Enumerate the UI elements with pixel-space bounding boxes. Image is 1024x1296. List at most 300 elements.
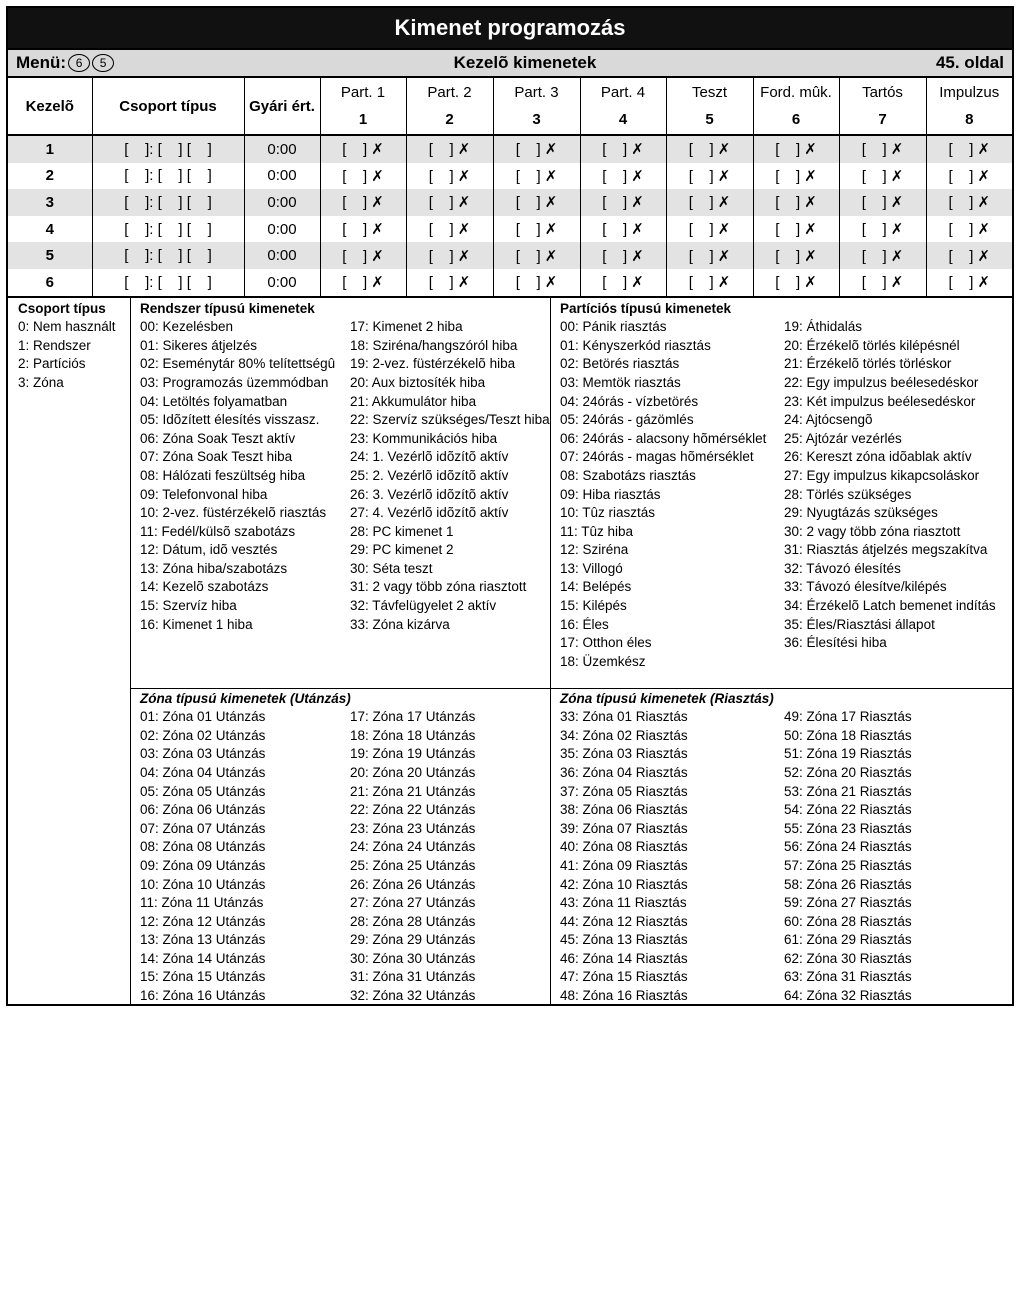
list-item: 20: Zóna 20 Utánzás	[350, 764, 476, 780]
bit-blank: [ ]	[342, 194, 368, 212]
x-mark-icon: ✗	[457, 274, 471, 292]
list-item: 06: 24órás - alacsony hõmérséklet	[560, 430, 767, 446]
table-row	[8, 216, 1012, 243]
list-item: 10: Zóna 10 Utánzás	[140, 876, 266, 892]
bit-blank: [ ]	[428, 221, 454, 239]
list-item: 28: Törlés szükséges	[784, 486, 912, 502]
list-item: 04: Zóna 04 Utánzás	[140, 764, 266, 780]
bit-entry	[580, 242, 666, 269]
group-type-entry: [ ]: [ ] [ ]	[92, 269, 244, 296]
bit-blank: [ ]	[688, 194, 714, 212]
header-kezelo: Kezelõ	[8, 78, 92, 135]
header-bit-label: Part. 4	[600, 84, 646, 101]
output-program-table	[8, 78, 1012, 296]
x-mark-icon: ✗	[890, 141, 904, 159]
header-bit-number: 5	[705, 111, 714, 128]
list-item: 22: Zóna 22 Utánzás	[350, 802, 476, 818]
bit-blank: [ ]	[428, 194, 454, 212]
bit-blank: [ ]	[515, 141, 541, 159]
bit-blank: [ ]	[602, 247, 628, 265]
x-mark-icon: ✗	[544, 141, 558, 159]
default-value: 0:00	[244, 242, 320, 269]
list-item: 05: 24órás - gázömlés	[560, 412, 694, 428]
list-item: 11: Zóna 11 Utánzás	[140, 895, 264, 911]
list-item: 41: Zóna 09 Riasztás	[560, 857, 688, 873]
list-item: 13: Zóna 13 Utánzás	[140, 932, 266, 948]
keypad-number: 1	[8, 135, 92, 163]
header-bit-4	[580, 78, 666, 135]
list-item: 0: Nem használt	[18, 319, 116, 335]
list-item: 12: Dátum, idõ vesztés	[140, 542, 278, 558]
bit-blank: [ ]	[428, 247, 454, 265]
table-row	[8, 163, 1012, 190]
bit-blank: [ ]	[948, 221, 974, 239]
header-bit-label: Part. 1	[340, 84, 386, 101]
list-item: 11: Tûz hiba	[560, 523, 634, 539]
keypad-number: 4	[8, 216, 92, 243]
bit-entry	[666, 269, 753, 296]
bit-entry	[406, 163, 493, 190]
list-item: 30: 2 vagy több zóna riasztott	[784, 523, 961, 539]
list-item: 54: Zóna 22 Riasztás	[784, 802, 912, 818]
list-item: 32: Távfelügyelet 2 aktív	[350, 598, 497, 614]
x-mark-icon: ✗	[977, 141, 991, 159]
system-outputs-section	[140, 300, 550, 635]
bit-entry	[753, 242, 839, 269]
bit-blank: [ ]	[515, 247, 541, 265]
list-item: 35: Éles/Riasztási állapot	[784, 616, 935, 632]
bit-blank: [ ]	[775, 141, 801, 159]
bit-entry	[406, 189, 493, 216]
bit-entry	[320, 163, 406, 190]
list-item: 29: Zóna 29 Utánzás	[350, 932, 476, 948]
bit-entry	[493, 189, 580, 216]
table-row	[8, 242, 1012, 269]
bit-entry	[320, 135, 406, 163]
bit-blank: [ ]	[861, 274, 887, 292]
header-bit-number: 1	[358, 111, 368, 128]
default-value: 0:00	[244, 269, 320, 296]
bit-blank: [ ]	[515, 194, 541, 212]
partition-outputs-col2	[784, 318, 996, 671]
x-mark-icon: ✗	[717, 221, 731, 239]
bit-entry	[406, 135, 493, 163]
list-item: 58: Zóna 26 Riasztás	[784, 876, 912, 892]
x-mark-icon: ✗	[544, 167, 558, 185]
list-item: 18: Sziréna/hangszóról hiba	[350, 337, 518, 353]
list-item: 48: Zóna 16 Riasztás	[560, 988, 688, 1004]
bit-blank: [ ]	[861, 221, 887, 239]
list-item: 08: Szabotázs riasztás	[560, 467, 696, 483]
list-item: 19: Áthidalás	[784, 319, 863, 335]
x-mark-icon: ✗	[371, 194, 384, 212]
list-item: 23: Kommunikációs hiba	[350, 430, 498, 446]
header-bit-3	[493, 78, 580, 135]
list-item: 27: 4. Vezérlõ idõzítõ aktív	[350, 505, 509, 521]
list-item: 60: Zóna 28 Riasztás	[784, 913, 912, 929]
bit-entry	[839, 163, 926, 190]
list-item: 31: Zóna 31 Utánzás	[350, 969, 476, 985]
list-item: 56: Zóna 24 Riasztás	[784, 839, 912, 855]
group-type-entry: [ ]: [ ] [ ]	[92, 242, 244, 269]
x-mark-icon: ✗	[371, 274, 384, 292]
list-item: 27: Zóna 27 Utánzás	[350, 895, 476, 911]
list-item: 14: Kezelõ szabotázs	[140, 579, 269, 595]
x-mark-icon: ✗	[631, 247, 644, 265]
list-item: 1: Rendszer	[18, 337, 91, 353]
list-item: 35: Zóna 03 Riasztás	[560, 746, 688, 762]
list-item: 30: Zóna 30 Utánzás	[350, 950, 476, 966]
header-bit-number: 7	[878, 111, 887, 128]
list-item: 46: Zóna 14 Riasztás	[560, 950, 688, 966]
header-bit-5	[666, 78, 753, 135]
bit-blank: [ ]	[602, 141, 628, 159]
bit-entry	[839, 189, 926, 216]
zone-alarm-title: Zóna típusú kimenetek (Riasztás)	[560, 690, 774, 706]
list-item: 07: Zóna Soak Teszt hiba	[140, 449, 293, 465]
list-item: 22: Egy impulzus beélesedéskor	[784, 374, 979, 390]
divider	[130, 688, 1014, 689]
x-mark-icon: ✗	[457, 221, 471, 239]
list-item: 02: Betörés riasztás	[560, 356, 680, 372]
bit-blank: [ ]	[861, 167, 887, 185]
x-mark-icon: ✗	[977, 274, 991, 292]
list-item: 32: Távozó élesítés	[784, 560, 901, 576]
bit-blank: [ ]	[515, 167, 541, 185]
bit-entry	[406, 242, 493, 269]
list-item: 11: Fedél/külsõ szabotázs	[140, 523, 296, 539]
list-item: 28: Zóna 28 Utánzás	[350, 913, 476, 929]
list-item: 64: Zóna 32 Riasztás	[784, 988, 912, 1004]
zone-follow-col1	[140, 708, 350, 1006]
list-item: 12: Zóna 12 Utánzás	[140, 913, 266, 929]
list-item: 32: Zóna 32 Utánzás	[350, 988, 476, 1004]
bit-blank: [ ]	[688, 247, 714, 265]
list-item: 57: Zóna 25 Riasztás	[784, 857, 912, 873]
partition-outputs-title: Partíciós típusú kimenetek	[560, 300, 732, 316]
bit-blank: [ ]	[775, 274, 801, 292]
menu-key-5: 5	[92, 54, 114, 72]
list-item: 33: Zóna 01 Riasztás	[560, 709, 688, 725]
bit-blank: [ ]	[861, 141, 887, 159]
bit-entry	[926, 216, 1012, 243]
list-item: 26: Kereszt zóna idõablak aktív	[784, 449, 972, 465]
header-bit-number: 4	[618, 111, 628, 128]
bit-entry	[926, 135, 1012, 163]
menu-key-6: 6	[68, 54, 90, 72]
list-item: 09: Telefonvonal hiba	[140, 486, 268, 502]
programming-sheet	[6, 6, 1014, 1006]
list-item: 33: Zóna kizárva	[350, 616, 450, 632]
system-outputs-title: Rendszer típusú kimenetek	[140, 300, 315, 316]
header-bit-label: Tartós	[862, 84, 903, 101]
bit-entry	[926, 269, 1012, 296]
bit-entry	[580, 135, 666, 163]
bit-blank: [ ]	[602, 194, 628, 212]
list-item: 22: Szervíz szükséges/Teszt hiba	[350, 412, 550, 428]
bit-blank: [ ]	[602, 221, 628, 239]
bit-blank: [ ]	[602, 167, 628, 185]
keypad-number: 6	[8, 269, 92, 296]
x-mark-icon: ✗	[890, 247, 904, 265]
x-mark-icon: ✗	[371, 247, 384, 265]
list-item: 00: Kezelésben	[140, 319, 234, 335]
system-outputs-col1	[140, 318, 350, 634]
list-item: 01: Zóna 01 Utánzás	[140, 709, 266, 725]
bit-entry	[753, 189, 839, 216]
divider	[550, 298, 551, 1004]
bit-blank: [ ]	[861, 194, 887, 212]
list-item: 26: Zóna 26 Utánzás	[350, 876, 476, 892]
list-item: 16: Éles	[560, 616, 609, 632]
zone-alarm-col1	[560, 708, 784, 1006]
list-item: 12: Sziréna	[560, 542, 629, 558]
x-mark-icon: ✗	[544, 247, 558, 265]
bit-blank: [ ]	[948, 194, 974, 212]
bit-entry	[493, 135, 580, 163]
list-item: 19: Zóna 19 Utánzás	[350, 746, 476, 762]
x-mark-icon: ✗	[977, 194, 991, 212]
keypad-number: 3	[8, 189, 92, 216]
bit-entry	[580, 189, 666, 216]
bit-entry	[666, 189, 753, 216]
bit-entry	[320, 216, 406, 243]
group-type-entry: [ ]: [ ] [ ]	[92, 135, 244, 163]
list-item: 30: Séta teszt	[350, 560, 433, 576]
list-item: 53: Zóna 21 Riasztás	[784, 783, 912, 799]
list-item: 63: Zóna 31 Riasztás	[784, 969, 912, 985]
x-mark-icon: ✗	[717, 194, 731, 212]
list-item: 15: Kilépés	[560, 598, 627, 614]
list-item: 18: Zóna 18 Utánzás	[350, 727, 476, 743]
bit-entry	[580, 163, 666, 190]
bit-entry	[493, 216, 580, 243]
list-item: 01: Sikeres átjelzés	[140, 337, 258, 353]
bit-blank: [ ]	[948, 167, 974, 185]
x-mark-icon: ✗	[717, 274, 731, 292]
list-item: 18: Üzemkész	[560, 653, 646, 669]
partition-outputs-col1	[560, 318, 784, 671]
menu-bar	[8, 48, 1012, 78]
bit-entry	[406, 269, 493, 296]
list-item: 15: Szervíz hiba	[140, 598, 237, 614]
list-item: 05: Zóna 05 Utánzás	[140, 783, 266, 799]
list-item: 01: Kényszerkód riasztás	[560, 337, 711, 353]
list-item: 07: 24órás - magas hõmérséklet	[560, 449, 754, 465]
x-mark-icon: ✗	[544, 221, 558, 239]
list-item: 16: Zóna 16 Utánzás	[140, 988, 266, 1004]
list-item: 17: Otthon éles	[560, 635, 652, 651]
list-item: 19: 2-vez. füstérzékelõ hiba	[350, 356, 516, 372]
x-mark-icon: ✗	[804, 221, 817, 239]
list-item: 21: Akkumulátor hiba	[350, 393, 477, 409]
keypad-number: 2	[8, 163, 92, 190]
list-item: 47: Zóna 15 Riasztás	[560, 969, 688, 985]
bit-blank: [ ]	[688, 167, 714, 185]
bit-entry	[839, 216, 926, 243]
list-item: 08: Zóna 08 Utánzás	[140, 839, 266, 855]
list-item: 21: Zóna 21 Utánzás	[350, 783, 476, 799]
list-item: 05: Idõzített élesítés visszasz.	[140, 412, 320, 428]
bit-blank: [ ]	[342, 247, 368, 265]
group-type-list	[18, 318, 116, 392]
bit-entry	[493, 242, 580, 269]
group-type-entry: [ ]: [ ] [ ]	[92, 163, 244, 190]
x-mark-icon: ✗	[890, 194, 904, 212]
list-item: 06: Zóna 06 Utánzás	[140, 802, 266, 818]
bit-blank: [ ]	[688, 274, 714, 292]
list-item: 02: Eseménytár 80% telítettségû	[140, 356, 336, 372]
header-csoport: Csoport típus	[92, 78, 244, 135]
list-item: 49: Zóna 17 Riasztás	[784, 709, 912, 725]
bit-blank: [ ]	[428, 274, 454, 292]
list-item: 09: Zóna 09 Utánzás	[140, 857, 266, 873]
list-item: 40: Zóna 08 Riasztás	[560, 839, 688, 855]
list-item: 23: Zóna 23 Utánzás	[350, 820, 476, 836]
x-mark-icon: ✗	[631, 167, 644, 185]
list-item: 29: Nyugtázás szükséges	[784, 505, 938, 521]
x-mark-icon: ✗	[804, 247, 817, 265]
header-bit-number: 6	[791, 111, 801, 128]
header-bit-number: 2	[445, 111, 454, 128]
list-item: 13: Zóna hiba/szabotázs	[140, 560, 288, 576]
bit-entry	[926, 242, 1012, 269]
x-mark-icon: ✗	[804, 274, 817, 292]
bit-blank: [ ]	[342, 167, 368, 185]
header-bit-label: Part. 3	[514, 84, 559, 101]
x-mark-icon: ✗	[544, 274, 558, 292]
list-item: 55: Zóna 23 Riasztás	[784, 820, 912, 836]
table-header-row	[8, 78, 1012, 135]
bit-blank: [ ]	[775, 167, 801, 185]
list-item: 45: Zóna 13 Riasztás	[560, 932, 688, 948]
list-item: 08: Hálózati feszültség hiba	[140, 467, 306, 483]
legend-panel	[8, 296, 1012, 1004]
list-item: 20: Érzékelõ törlés kilépésnél	[784, 337, 960, 353]
x-mark-icon: ✗	[977, 167, 991, 185]
list-item: 43: Zóna 11 Riasztás	[560, 895, 687, 911]
bit-entry	[839, 135, 926, 163]
bit-blank: [ ]	[688, 141, 714, 159]
zone-alarm-col2	[784, 708, 912, 1006]
bit-entry	[493, 163, 580, 190]
bit-blank: [ ]	[775, 247, 801, 265]
list-item: 04: 24órás - vízbetörés	[560, 393, 699, 409]
list-item: 62: Zóna 30 Riasztás	[784, 950, 912, 966]
header-bit-label: Part. 2	[427, 84, 472, 101]
partition-outputs-section	[560, 300, 996, 672]
bit-entry	[666, 242, 753, 269]
x-mark-icon: ✗	[890, 274, 904, 292]
bit-entry	[320, 189, 406, 216]
list-item: 24: Zóna 24 Utánzás	[350, 839, 476, 855]
x-mark-icon: ✗	[890, 221, 904, 239]
bit-entry	[320, 269, 406, 296]
menu-label: Menü:	[16, 53, 67, 72]
bit-blank: [ ]	[948, 274, 974, 292]
list-item: 25: Ajtózár vezérlés	[784, 430, 902, 446]
system-outputs-col2	[350, 318, 550, 634]
list-item: 13: Villogó	[560, 560, 623, 576]
header-bit-number: 3	[532, 111, 541, 128]
list-item: 24: 1. Vezérlõ idõzítõ aktív	[350, 449, 509, 465]
list-item: 3: Zóna	[18, 374, 64, 390]
list-item: 26: 3. Vezérlõ idõzítõ aktív	[350, 486, 509, 502]
list-item: 61: Zóna 29 Riasztás	[784, 932, 912, 948]
list-item: 06: Zóna Soak Teszt aktív	[140, 430, 296, 446]
list-item: 03: Programozás üzemmódban	[140, 374, 329, 390]
list-item: 17: Zóna 17 Utánzás	[350, 709, 476, 725]
bit-entry	[753, 216, 839, 243]
list-item: 36: Zóna 04 Riasztás	[560, 764, 688, 780]
x-mark-icon: ✗	[457, 141, 471, 159]
bit-entry	[839, 242, 926, 269]
header-gyari: Gyári ért.	[244, 78, 320, 135]
bit-entry	[753, 163, 839, 190]
list-item: 14: Belépés	[560, 579, 632, 595]
x-mark-icon: ✗	[631, 274, 644, 292]
bit-entry	[926, 189, 1012, 216]
header-bit-number: 8	[965, 111, 974, 128]
bit-blank: [ ]	[515, 274, 541, 292]
section-title: Kezelõ kimenetek	[453, 53, 597, 72]
list-item: 31: 2 vagy több zóna riasztott	[350, 579, 527, 595]
x-mark-icon: ✗	[371, 141, 384, 159]
x-mark-icon: ✗	[804, 141, 817, 159]
menu-path	[16, 53, 114, 73]
bit-blank: [ ]	[342, 274, 368, 292]
list-item: 34: Zóna 02 Riasztás	[560, 727, 688, 743]
list-item: 59: Zóna 27 Riasztás	[784, 895, 912, 911]
list-item: 10: 2-vez. füstérzékelõ riasztás	[140, 505, 327, 521]
bit-entry	[406, 216, 493, 243]
list-item: 27: Egy impulzus kikapcsoláskor	[784, 467, 980, 483]
x-mark-icon: ✗	[631, 221, 644, 239]
list-item: 37: Zóna 05 Riasztás	[560, 783, 688, 799]
list-item: 34: Érzékelõ Latch bemenet indítás	[784, 598, 996, 614]
bit-entry	[839, 269, 926, 296]
x-mark-icon: ✗	[977, 247, 991, 265]
keypad-number: 5	[8, 242, 92, 269]
x-mark-icon: ✗	[457, 194, 471, 212]
list-item: 02: Zóna 02 Utánzás	[140, 727, 266, 743]
group-type-legend	[8, 298, 131, 1004]
x-mark-icon: ✗	[717, 247, 731, 265]
x-mark-icon: ✗	[631, 141, 644, 159]
list-item: 17: Kimenet 2 hiba	[350, 319, 463, 335]
table-row	[8, 189, 1012, 216]
list-item: 42: Zóna 10 Riasztás	[560, 876, 688, 892]
table-row	[8, 269, 1012, 296]
table-row	[8, 135, 1012, 163]
bit-blank: [ ]	[342, 221, 368, 239]
x-mark-icon: ✗	[544, 194, 558, 212]
list-item: 29: PC kimenet 2	[350, 542, 454, 558]
x-mark-icon: ✗	[371, 221, 384, 239]
list-item: 03: Zóna 03 Utánzás	[140, 746, 266, 762]
default-value: 0:00	[244, 189, 320, 216]
bit-entry	[666, 163, 753, 190]
header-bit-2	[406, 78, 493, 135]
bit-blank: [ ]	[602, 274, 628, 292]
bit-entry	[666, 216, 753, 243]
list-item: 21: Érzékelõ törlés törléskor	[784, 356, 952, 372]
group-type-entry: [ ]: [ ] [ ]	[92, 189, 244, 216]
x-mark-icon: ✗	[457, 167, 471, 185]
list-item: 2: Partíciós	[18, 356, 86, 372]
list-item: 00: Pánik riasztás	[560, 319, 667, 335]
page-number: 45. oldal	[935, 53, 1004, 72]
